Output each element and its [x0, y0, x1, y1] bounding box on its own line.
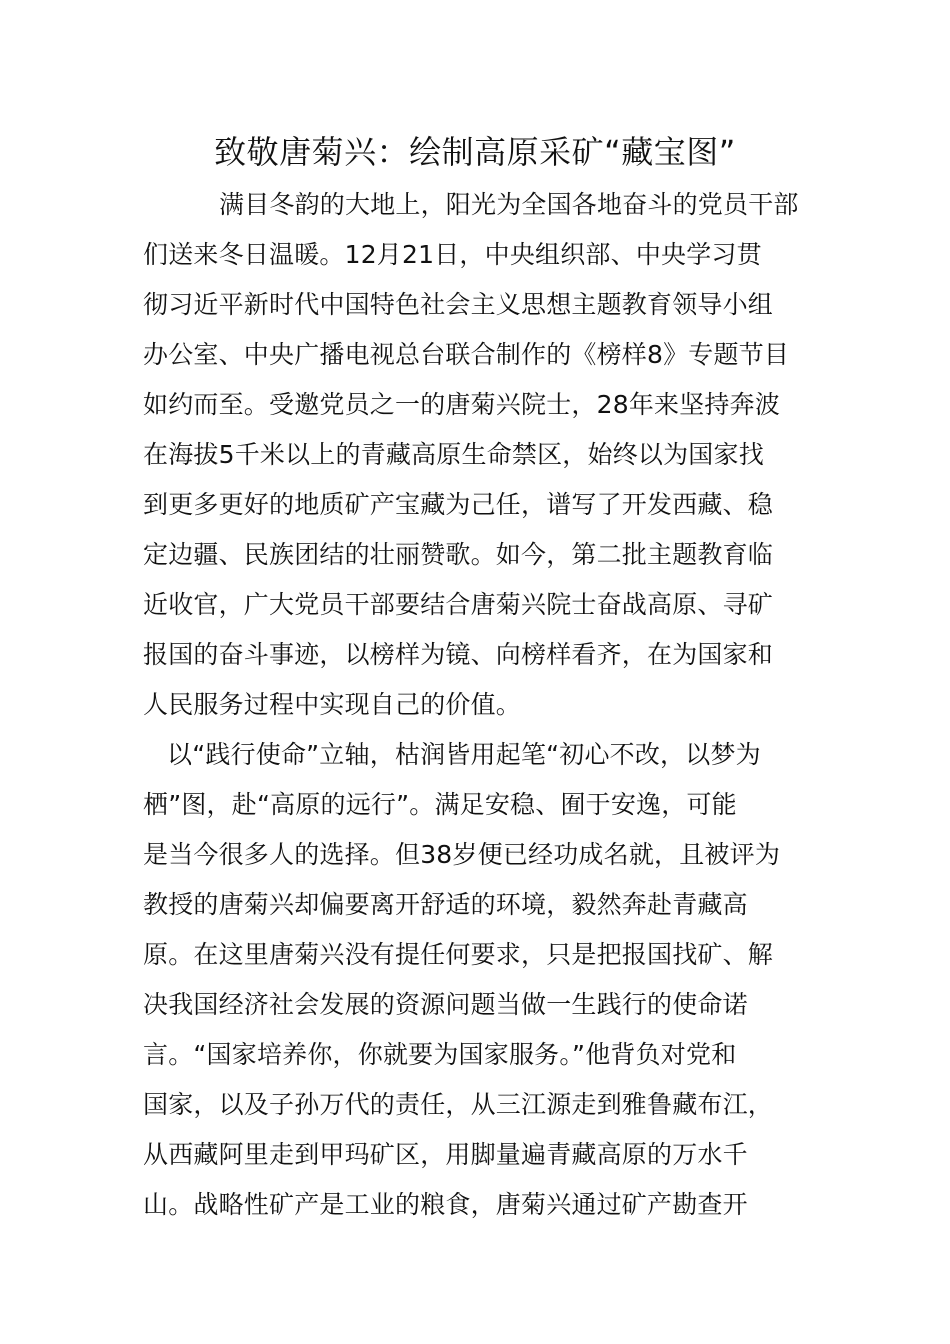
- paragraph-line: 彻习近平新时代中国特色社会主义思想主题教育领导小组: [143, 290, 774, 319]
- paragraph-line: 是当今很多人的选择。但38岁便已经功成名就，且被评为: [143, 840, 781, 869]
- paragraph-line: 原。在这里唐菊兴没有提任何要求，只是把报国找矿、解: [143, 940, 774, 969]
- paragraph-2: [143, 730, 808, 1230]
- paragraph-line: 教授的唐菊兴却偏要离开舒适的环境，毅然奔赴青藏高: [143, 890, 748, 919]
- paragraph-line: 们送来冬日温暖。12月21日，中央组织部、中央学习贯: [143, 240, 762, 269]
- paragraph-1: [143, 180, 808, 730]
- document-title: 致敬唐菊兴：绘制高原采矿“藏宝图”: [214, 133, 736, 171]
- paragraph-line: 如约而至。受邀党员之一的唐菊兴院士，28年来坚持奔波: [143, 390, 781, 419]
- paragraph-line: 决我国经济社会发展的资源问题当做一生践行的使命诺: [143, 990, 748, 1019]
- paragraph-line: 在海拔5千米以上的青藏高原生命禁区，始终以为国家找: [143, 440, 764, 469]
- paragraph-line: 近收官，广大党员干部要结合唐菊兴院士奋战高原、寻矿: [143, 590, 774, 619]
- paragraph-line: 以“践行使命”立轴，枯润皆用起笔“初心不改，以梦为: [167, 740, 761, 769]
- paragraph-line: 满目冬韵的大地上，阳光为全国各地奋斗的党员干部: [219, 190, 799, 219]
- document-body: [143, 180, 808, 1230]
- paragraph-line: 国家，以及子孙万代的责任，从三江源走到雅鲁藏布江，: [143, 1090, 774, 1119]
- paragraph-line: 人民服务过程中实现自己的价值。: [143, 690, 522, 719]
- paragraph-line: 报国的奋斗事迹，以榜样为镜、向榜样看齐，在为国家和: [143, 640, 774, 669]
- paragraph-line: 到更多更好的地质矿产宝藏为己任，谱写了开发西藏、稳: [143, 490, 774, 519]
- paragraph-line: 定边疆、民族团结的壮丽赞歌。如今，第二批主题教育临: [143, 540, 774, 569]
- paragraph-line: 从西藏阿里走到甲玛矿区，用脚量遍青藏高原的万水千: [143, 1140, 748, 1169]
- paragraph-line: 言。“国家培养你，你就要为国家服务。”他背负对党和: [143, 1040, 737, 1069]
- paragraph-line: 栖”图，赴“高原的远行”。满足安稳、囿于安逸，可能: [143, 790, 737, 819]
- paragraph-line: 办公室、中央广播电视总台联合制作的《榜样8》专题节目: [143, 340, 790, 369]
- paragraph-line: 山。战略性矿产是工业的粮食，唐菊兴通过矿产勘查开: [143, 1190, 748, 1219]
